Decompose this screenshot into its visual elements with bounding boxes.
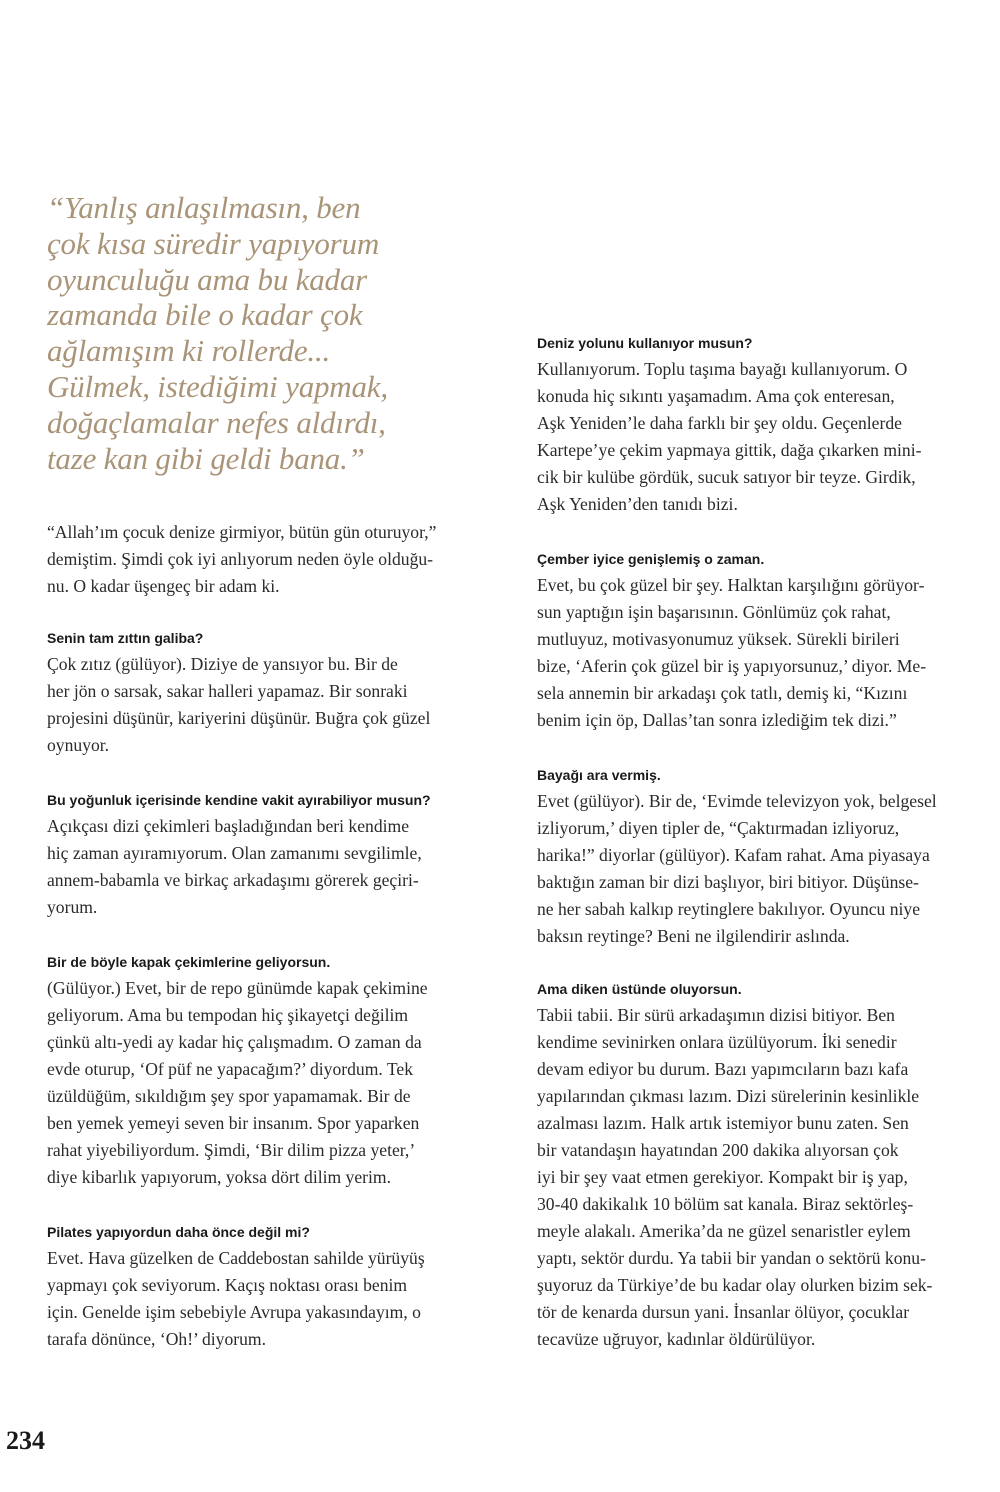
answer-line: yapılarından çıkması lazım. Dizi sürelerinin kesinlikle xyxy=(537,1086,920,1106)
intro-paragraph xyxy=(47,519,507,600)
answer-line: Kartepe’ye çekim yapmaya gittik, dağa çıkarken mini- xyxy=(537,440,922,460)
answer-line: projesini düşünür, kariyerini düşünür. Buğra çok güzel xyxy=(47,708,431,728)
answer-line: şuyoruz da Türkiye’de bu kadar olay olurken bizim sek- xyxy=(537,1275,933,1295)
pull-quote-line: “Yanlış anlaşılmasın, ben xyxy=(47,190,361,225)
answer-line: Çok zıtız (gülüyor). Diziye de yansıyor bu. Bir de xyxy=(47,654,398,674)
answer-line: yaptı, sektör durdu. Ya tabii bir yandan o sektörü konu- xyxy=(537,1248,926,1268)
question-heading: Çember iyice genişlemiş o zaman. xyxy=(537,551,765,567)
answer-line: nu. O kadar üşengeç bir adam ki. xyxy=(47,576,280,596)
answer-line: çünkü altı-yedi ay kadar hiç çalışmadım. O zaman da xyxy=(47,1032,422,1052)
pull-quote-line: zamanda bile o kadar çok xyxy=(47,297,363,333)
page-number: 234 xyxy=(6,1426,45,1455)
qa-block xyxy=(47,952,507,1191)
pull-quote-line: Gülmek, istediğimi yapmak, xyxy=(47,368,388,404)
pull-quote-line: doğaçlamalar nefes aldırdı, xyxy=(47,404,386,440)
answer-line: kendime sevinirken onlara üzülüyorum. İki senedir xyxy=(537,1032,897,1052)
answer-line: yapmayı çok seviyorum. Kaçış noktası orası benim xyxy=(47,1275,408,1295)
answer-line: Aşk Yeniden’le daha farklı bir şey oldu. Geçenlerde xyxy=(537,413,902,433)
qa-block xyxy=(537,333,995,518)
answer-line: bir vatandaşın hayatından 200 dakika alıyorsan çok xyxy=(537,1140,899,1160)
answer-line: ben yemek yemeyi seven bir insanım. Spor yaparken xyxy=(47,1113,420,1133)
answer-line: sela annemin bir arkadaşı çok tatlı, demiş ki, “Kızını xyxy=(537,683,908,703)
answer-line: tör de kenarda dursun yani. İnsanlar ölüyor, çocuklar xyxy=(537,1302,910,1322)
qa-block xyxy=(47,628,507,759)
answer-line: üzüldüğüm, sıkıldığım şey spor yapamamak. Bir de xyxy=(47,1086,411,1106)
question-heading: Pilates yapıyordun daha önce değil mi? xyxy=(47,1224,310,1240)
answer-line: konuda hiç sıkıntı yaşamadım. Ama çok enteresan, xyxy=(537,386,895,406)
answer-line: tecavüze uğruyor, kadınlar öldürülüyor. xyxy=(537,1329,816,1349)
answer-line: azalması lazım. Halk artık istemiyor bunu zaten. Sen xyxy=(537,1113,909,1133)
answer-line: Kullanıyorum. Toplu taşıma bayağı kullanıyorum. O xyxy=(537,359,908,379)
question-heading: Bayağı ara vermiş. xyxy=(537,767,661,783)
question-heading: Senin tam zıttın galiba? xyxy=(47,630,204,646)
answer-line: Evet. Hava güzelken de Caddebostan sahilde yürüyüş xyxy=(47,1248,425,1268)
answer-line: cik bir kulübe gördük, sucuk satıyor bir teyze. Girdik, xyxy=(537,467,916,487)
answer-line: yorum. xyxy=(47,897,98,917)
answer-line: her jön o sarsak, sakar halleri yapamaz. Bir sonraki xyxy=(47,681,408,701)
answer-line: “Allah’ım çocuk denize girmiyor, bütün gün oturuyor,” xyxy=(47,522,437,542)
qa-block xyxy=(47,1222,507,1353)
pull-quote xyxy=(47,190,477,476)
pull-quote-line: taze kan gibi geldi bana.” xyxy=(47,440,365,476)
answer-line: sun yaptığın işin başarısının. Gönlümüz çok rahat, xyxy=(537,602,891,622)
answer-line: Evet, bu çok güzel bir şey. Halktan karşılığını görüyor- xyxy=(537,575,925,595)
answer-line: demiştim. Şimdi çok iyi anlıyorum neden öyle olduğu- xyxy=(47,549,434,569)
answer-line: Açıkçası dizi çekimleri başladığından beri kendime xyxy=(47,816,410,836)
qa-block xyxy=(47,790,507,921)
answer-line: meyle alakalı. Amerika’da ne güzel senaristler eylem xyxy=(537,1221,911,1241)
qa-block xyxy=(537,979,995,1353)
answer-line: Tabii tabii. Bir sürü arkadaşımın dizisi bitiyor. Ben xyxy=(537,1005,895,1025)
answer-line: Aşk Yeniden’den tanıdı bizi. xyxy=(537,494,738,514)
answer-line: diye kibarlık yapıyorum, yoksa dört dilim yerim. xyxy=(47,1167,391,1187)
answer-line: için. Genelde işim sebebiyle Avrupa yakasındayım, o xyxy=(47,1302,421,1322)
answer-line: bize, ‘Aferin çok güzel bir iş yapıyorsunuz,’ diyor. Me- xyxy=(537,656,927,676)
answer-line: harika!” diyorlar (gülüyor). Kafam rahat. Ama piyasaya xyxy=(537,845,930,865)
answer-line: (Gülüyor.) Evet, bir de repo günümde kapak çekimine xyxy=(47,978,428,998)
answer-line: izliyorum,’ diyen tipler de, “Çaktırmadan izliyoruz, xyxy=(537,818,900,838)
answer-line: mutluyuz, motivasyonumuz yüksek. Sürekli birileri xyxy=(537,629,900,649)
question-heading: Deniz yolunu kullanıyor musun? xyxy=(537,335,753,351)
answer-line: tarafa dönünce, ‘Oh!’ diyorum. xyxy=(47,1329,267,1349)
answer-line: geliyorum. Ama bu tempodan hiç şikayetçi değilim xyxy=(47,1005,409,1025)
answer-line: rahat yiyebiliyordum. Şimdi, ‘Bir dilim pizza yeter,’ xyxy=(47,1140,416,1160)
qa-block xyxy=(537,549,995,734)
pull-quote-line: ağlamışım ki rollerde... xyxy=(47,333,331,369)
question-heading: Bu yoğunluk içerisinde kendine vakit ayırabiliyor musun? xyxy=(47,792,431,808)
answer-line: hiç zaman ayıramıyorum. Olan zamanımı sevgilimle, xyxy=(47,843,422,863)
answer-line: devam ediyor bu durum. Bazı yapımcıların bazı kafa xyxy=(537,1059,909,1079)
pull-quote-line: oyunculuğu ama bu kadar xyxy=(47,261,367,297)
pull-quote-line: çok kısa süredir yapıyorum xyxy=(47,225,380,261)
answer-line: oynuyor. xyxy=(47,735,110,755)
answer-line: baksın reytinge? Beni ne ilgilendirir aslında. xyxy=(537,926,850,946)
answer-line: ne her sabah kalkıp reytinglere bakılıyor. Oyuncu niye xyxy=(537,899,921,919)
question-heading: Ama diken üstünde oluyorsun. xyxy=(537,981,742,997)
answer-line: evde oturup, ‘Of püf ne yapacağım?’ diyordum. Tek xyxy=(47,1059,413,1079)
answer-line: baktığın zaman bir dizi başlıyor, biri bitiyor. Düşünse- xyxy=(537,872,919,892)
answer-line: 30-40 dakikalık 10 bölüm sat kanala. Biraz sektörleş- xyxy=(537,1194,914,1214)
answer-line: iyi bir şey vaat etmen gerekiyor. Kompakt bir iş yap, xyxy=(537,1167,908,1187)
qa-block xyxy=(537,765,995,950)
answer-line: annem-babamla ve birkaç arkadaşımı görerek geçiri- xyxy=(47,870,419,890)
question-heading: Bir de böyle kapak çekimlerine geliyorsun. xyxy=(47,954,331,970)
answer-line: Evet (gülüyor). Bir de, ‘Evimde televizyon yok, belgesel xyxy=(537,791,937,811)
answer-line: benim için öp, Dallas’tan sonra izlediğim tek dizi.” xyxy=(537,710,897,730)
